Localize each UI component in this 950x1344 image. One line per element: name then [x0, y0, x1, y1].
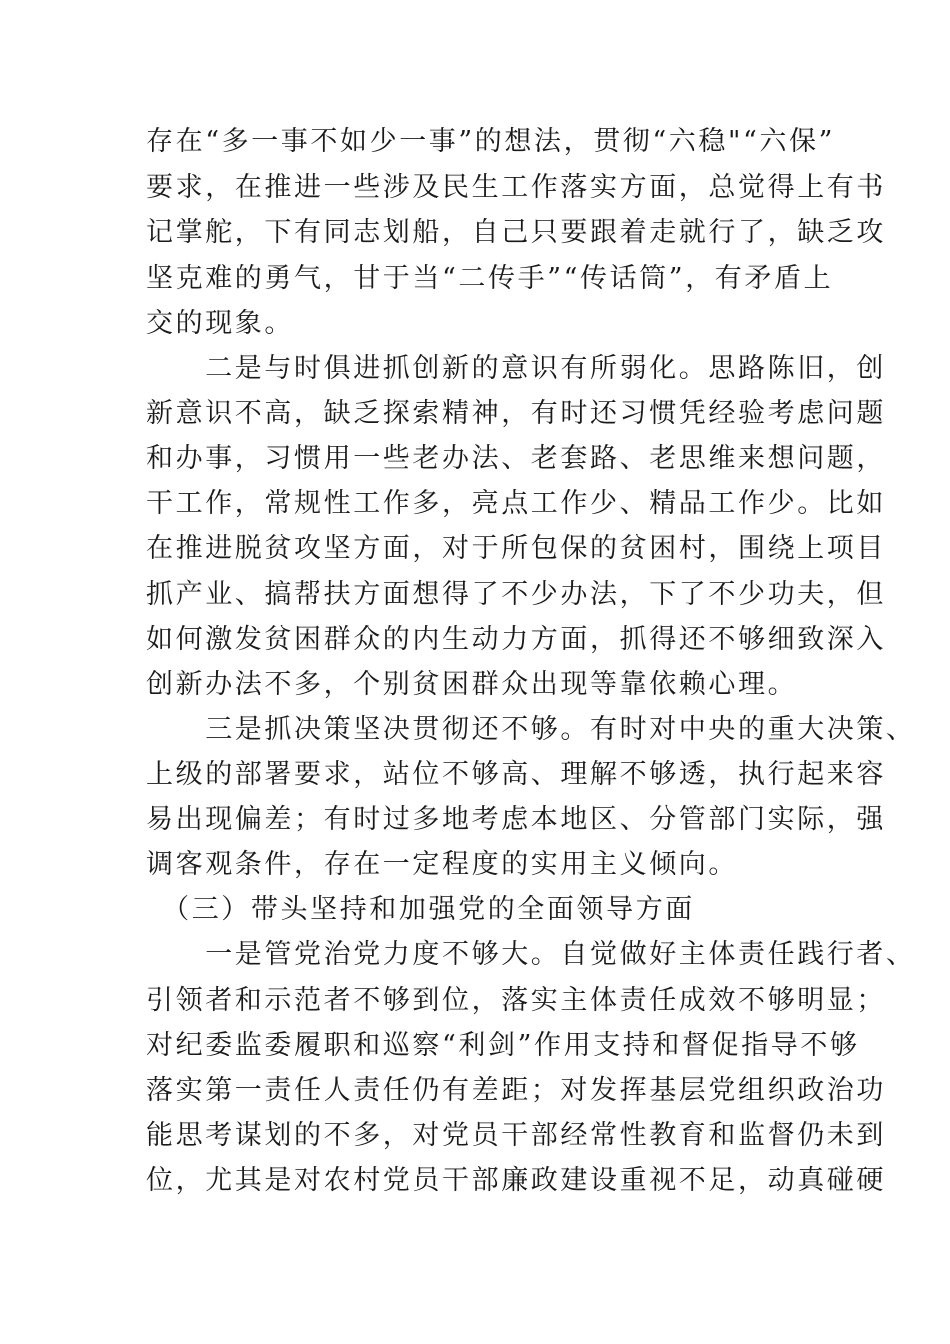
text-line: 三是抓决策坚决贯彻还不够。有时对中央的重大决策、 [146, 714, 916, 745]
text-line: 易出现偏差；有时过多地考虑本地区、分管部门实际，强 [146, 804, 886, 835]
text-line: 在推进脱贫攻坚方面，对于所包保的贫困村，围绕上项目 [146, 533, 886, 564]
text-line: 干工作，常规性工作多，亮点工作少、精品工作少。比如 [146, 488, 886, 519]
text-line: 记掌舵，下有同志划船，自己只要跟着走就行了，缺乏攻 [146, 217, 886, 248]
text-line: 存在“多一事不如少一事”的想法，贯彻“六稳"“六保” [146, 126, 836, 157]
text-line: 新意识不高，缺乏探索精神，有时还习惯凭经验考虑问题 [146, 398, 886, 429]
text-line: 创新办法不多，个别贫困群众出现等靠依赖心理。 [146, 669, 798, 700]
text-line: 交的现象。 [146, 308, 294, 339]
text-line: 如何激发贫困群众的内生动力方面，抓得还不够细致深入 [146, 624, 886, 655]
text-line: 能思考谋划的不多，对党员干部经常性教育和监督仍未到 [146, 1120, 886, 1151]
text-line: 调客观条件，存在一定程度的实用主义倾向。 [146, 849, 738, 880]
text-line: 一是管党治党力度不够大。自觉做好主体责任践行者、 [146, 939, 916, 970]
text-line: 落实第一责任人责任仍有差距；对发挥基层党组织政治功 [146, 1075, 886, 1106]
text-line: 对纪委监委履职和巡察“利剑”作用支持和督促指导不够 [146, 1030, 860, 1061]
text-line: 引领者和示范者不够到位，落实主体责任成效不够明显； [146, 985, 886, 1016]
section-heading: （三）带头坚持和加强党的全面领导方面 [146, 894, 695, 925]
text-line: 上级的部署要求，站位不够高、理解不够透，执行起来容 [146, 759, 886, 790]
text-line: 二是与时俱进抓创新的意识有所弱化。思路陈旧，创 [146, 353, 886, 384]
text-line: 位，尤其是对农村党员干部廉政建设重视不足，动真碰硬 [146, 1165, 886, 1196]
text-line: 和办事，习惯用一些老办法、老套路、老思维来想问题， [146, 443, 886, 474]
text-line: 坚克难的勇气，甘于当“二传手”“传话筒”，有矛盾上 [146, 263, 834, 294]
text-line: 抓产业、搞帮扶方面想得了不少办法，下了不少功夫，但 [146, 579, 886, 610]
text-line: 要求，在推进一些涉及民生工作落实方面，总觉得上有书 [146, 172, 886, 203]
